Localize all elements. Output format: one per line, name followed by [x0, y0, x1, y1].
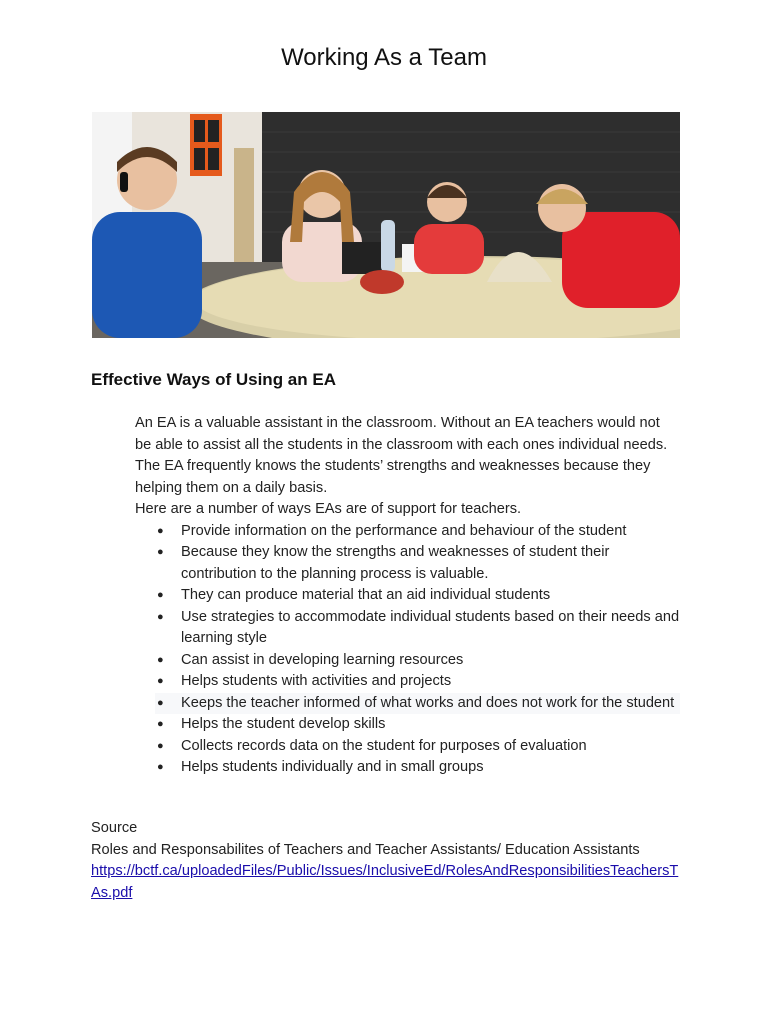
classroom-photo — [92, 112, 680, 338]
list-item: ● Helps students individually and in small groups — [135, 757, 680, 779]
list-item: ● Provide information on the performance and behaviour of the student — [135, 521, 680, 543]
list-item: ● Because they know the strengths and weaknesses of student their contribution to the planning process is valuable. — [135, 542, 680, 585]
page-title: Working As a Team — [281, 44, 487, 71]
list-item: ● Can assist in developing learning resources — [135, 650, 680, 672]
list-lead: Here are a number of ways EAs are of support for teachers. — [135, 501, 522, 517]
classroom-photo-illustration — [92, 112, 680, 338]
intro-paragraph: An EA is a valuable assistant in the classroom. Without an EA teachers would not be able to assist all the students in the classroom with each ones individual needs. The EA frequently knows the students’ strengths and weaknesses because they helping them on a daily basis. — [135, 415, 668, 496]
source-section — [91, 818, 691, 904]
list-item: ● Helps students with activities and projects — [135, 671, 680, 693]
source-link[interactable]: https://bctf.ca/uploadedFiles/Public/Issues/InclusiveEd/RolesAndResponsibilitiesTeachersTAs.pdf — [91, 863, 679, 901]
list-item: ● Use strategies to accommodate individual students based on their needs and learning style — [135, 607, 680, 650]
list-item: ● They can produce material that an aid individual students — [135, 585, 680, 607]
list-item: ● Helps the student develop skills — [135, 714, 680, 736]
list-item: ● Collects records data on the student for purposes of evaluation — [135, 736, 680, 758]
section-heading: Effective Ways of Using an EA — [91, 370, 336, 389]
list-item: ● Keeps the teacher informed of what works and does not work for the student — [155, 693, 680, 715]
source-citation: Roles and Responsabilites of Teachers and Teacher Assistants/ Education Assistants — [91, 841, 640, 858]
source-label: Source — [91, 820, 138, 836]
ea-support-list — [135, 521, 680, 779]
body-text — [135, 413, 680, 779]
